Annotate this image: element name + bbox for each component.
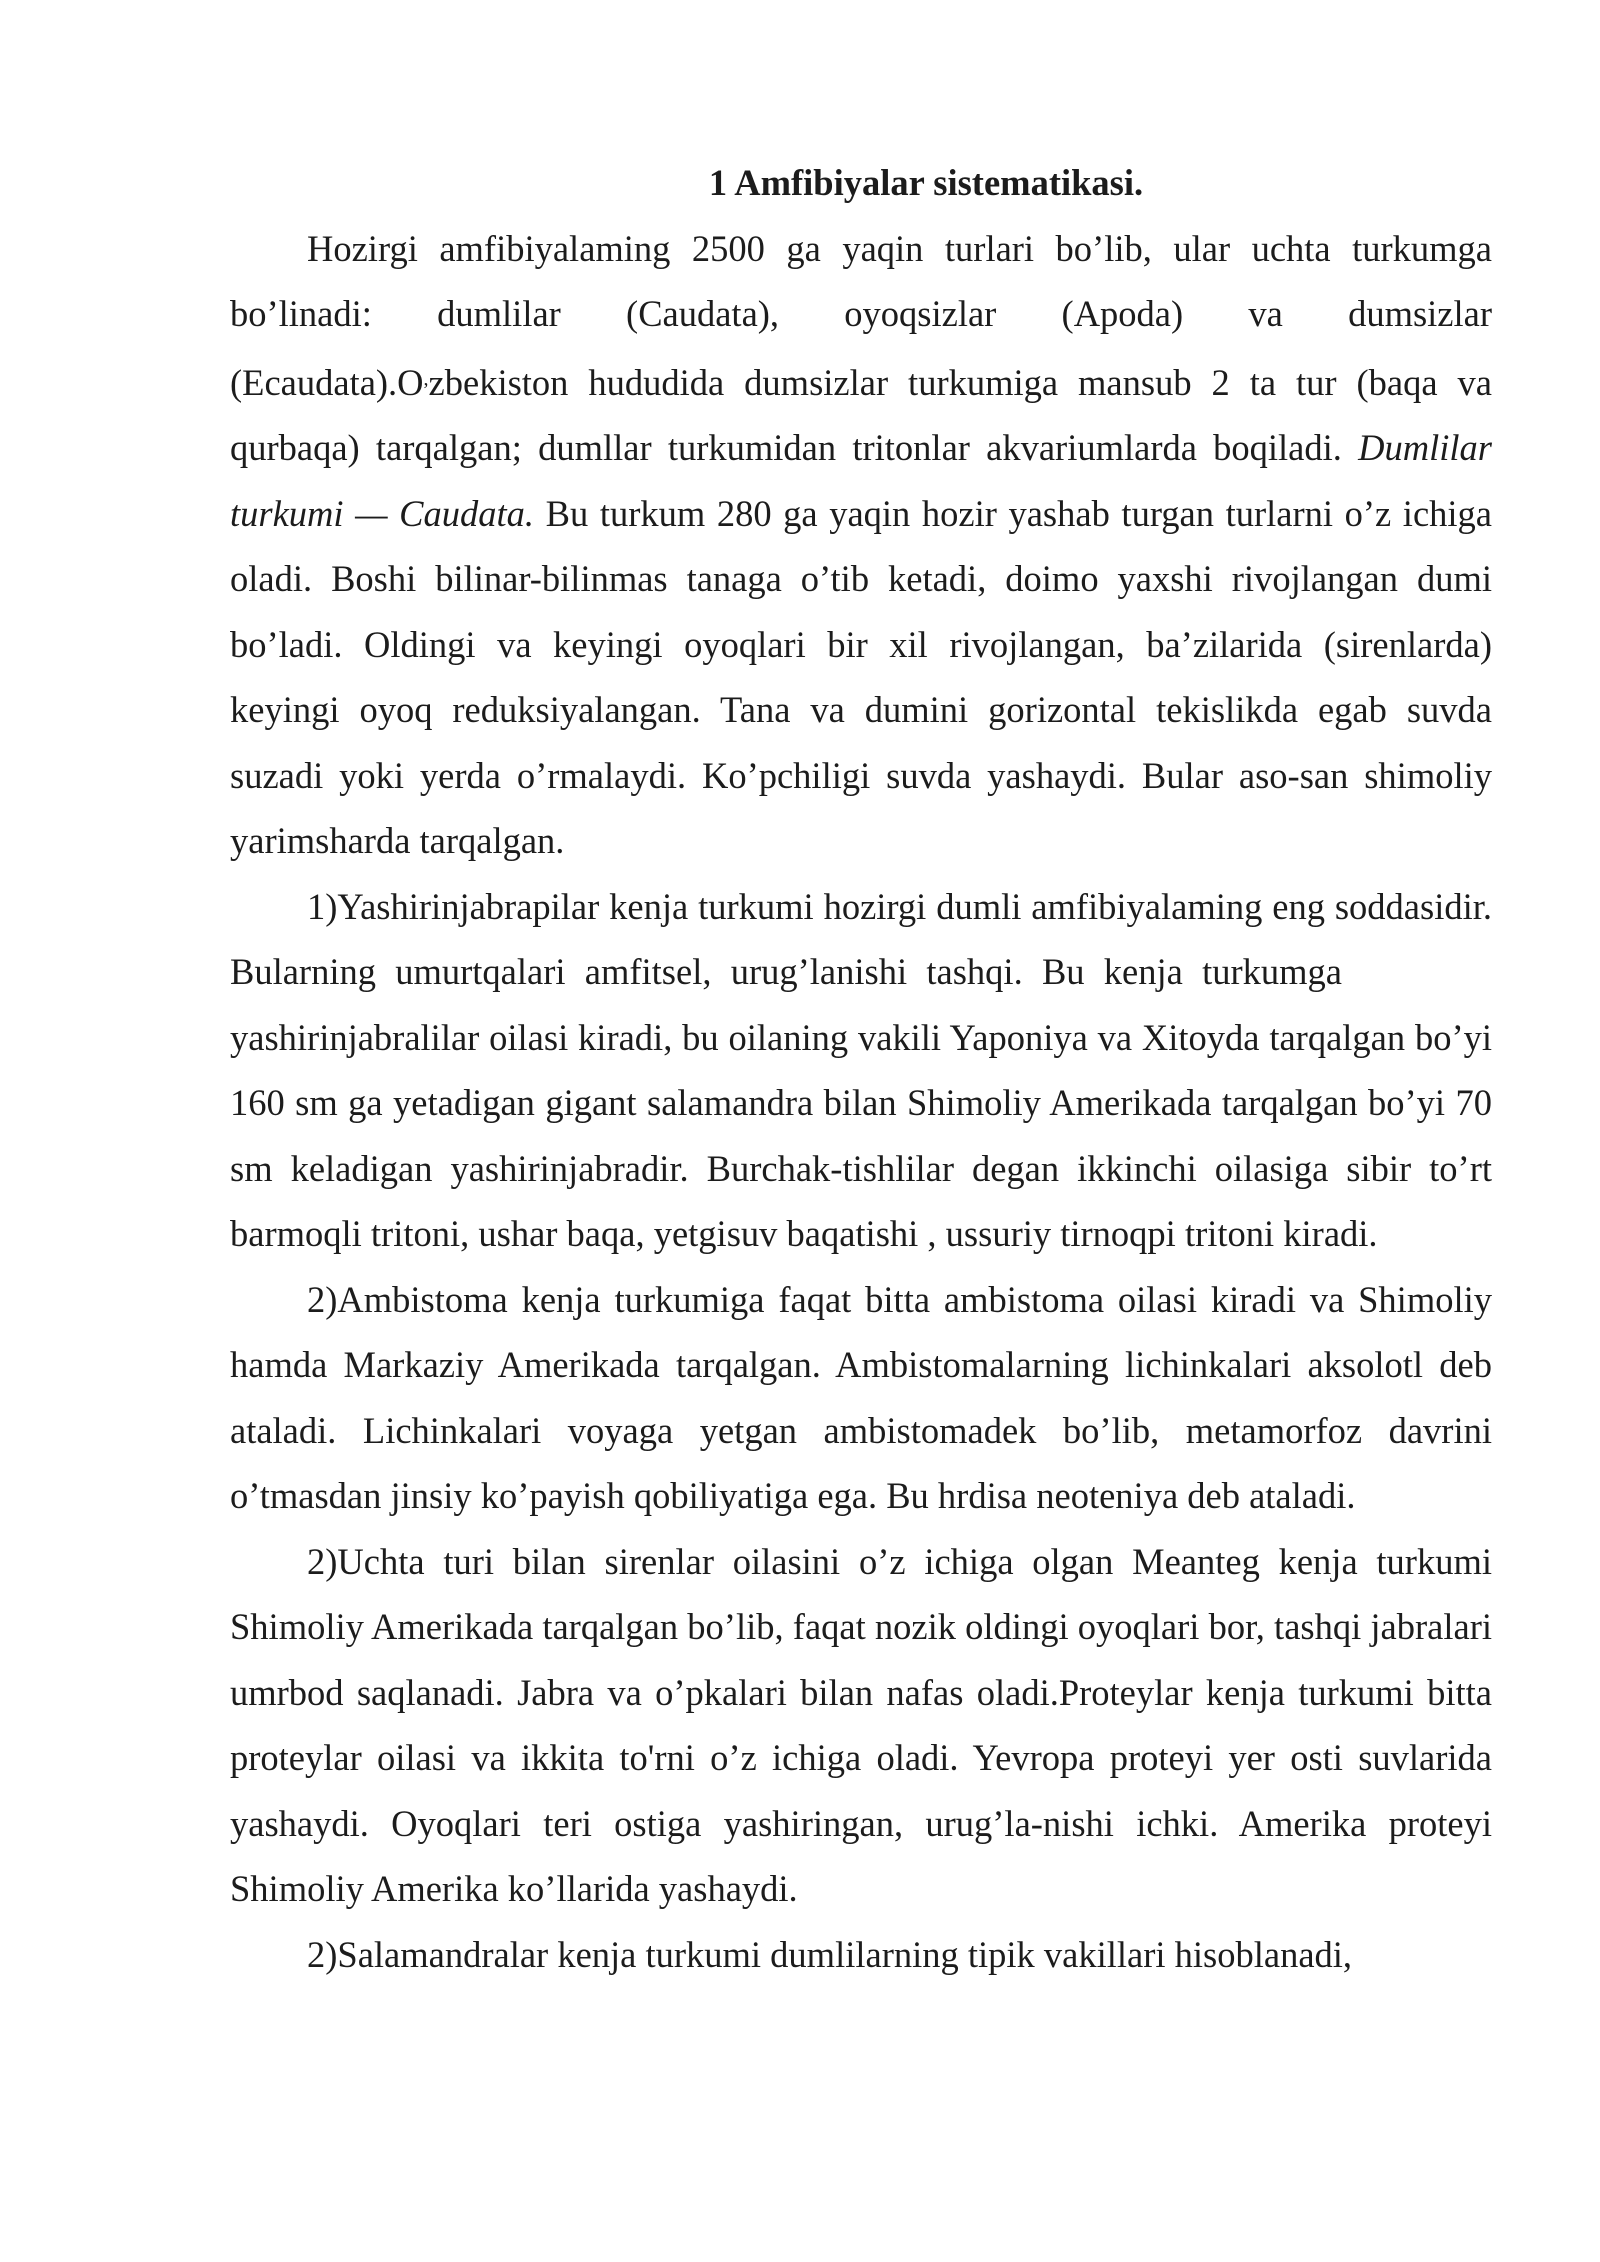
document-page (230, 150, 1492, 1987)
italic-heading: Dumlilar turkumi — Caudata. (230, 427, 1492, 534)
stray-mark: , (423, 367, 429, 390)
paragraph-text: 1)Yashirinjabrapilar kenja turkumi hozirgi dumli amfibiyalaming eng soddasidir. Bularning umurtqalari amfitsel, urug’lanishi tashqi. Bu kenja turkumga (230, 885, 1492, 992)
paragraph-text: Bu turkum 280 ga yaqin hozir yashab turgan turlarni o’z ichiga oladi. Boshi bilinar-bilinmas tanaga o’tib ketadi, doimo yaxshi rivojlangan dumi bo’ladi. Oldingi va keyingi oyoqlari bir xil rivojlangan, ba’zilarida (sirenlarda) keyingi oyoq reduksiyalangan. Tana va dumini gorizontal tekislikda egab suvda suzadi yoki yerda o’rmalaydi. Ko’pchiligi suvda yashaydi. Bular aso-san shimoliy yarimsharda tarqalgan. (230, 492, 1492, 861)
paragraph-text: zbekiston hududida dumsizlar turkumiga mansub 2 ta tur (baqa va qurbaqa) tarqalgan; dumllar turkumidan tritonlar akvariumlarda boqiladi. (230, 361, 1492, 468)
paragraph-cryptobranchoidea (230, 874, 1492, 1267)
paragraph-ambystoma: 2)Ambistoma kenja turkumiga faqat bitta ambistoma oilasi kiradi va Shimoliy hamda Markaziy Amerikada tarqalgan. Ambistomalarning lichinkalari aksolotl deb ataladi. Lichinkalari voyaga yetgan ambistomadek bo’lib, metamorfoz davrini o’tmasdan jinsiy ko’payish qobiliyatiga ega. Bu hrdisa neoteniya deb ataladi. (230, 1278, 1492, 1516)
paragraph-text: Hozirgi amfibiyalaming 2500 ga yaqin turlari bo’lib, ular uchta turkumga bo’linadi: dumlilar (Caudata), oyoqsizlar (Apoda) va dumsizlar (Ecaudata).O (230, 227, 1492, 403)
paragraph-classification (230, 216, 1492, 874)
paragraph-text: yashirinjabralilar oilasi kiradi, bu oilaning vakili Yaponiya va Xitoyda tarqalgan bo’yi 160 sm ga yetadigan gigant salamandra bilan Shimoliy Amerikada tarqalgan bo’yi 70 sm keladigan yashirinjabradir. Burchak-tishlilar degan ikkinchi oilasiga sibir to’rt barmoqli tritoni, ushar baqa, yetgisuv baqatishi , ussuriy tirnoqpi tritoni kiradi. (230, 1016, 1492, 1254)
paragraph-salamandroidea: 2)Salamandralar kenja turkumi dumlilarning tipik vakillari hisoblanadi, (307, 1933, 1353, 1975)
paragraph-meantes: 2)Uchta turi bilan sirenlar oilasini o’z ichiga olgan Meanteg kenja turkumi Shimoliy Amerikada tarqalgan bo’lib, faqat nozik oldingi oyoqlari bor, tashqi jabralari umrbod saqlanadi. Jabra va o’pkalari bilan nafas oladi.Proteylar kenja turkumi bitta proteylar oilasi va ikkita to'rni o’z ichiga oladi. Yevropa proteyi yer osti suvlarida yashaydi. Oyoqlari teri ostiga yashiringan, urug’la-nishi ichki. Amerika proteyi Shimoliy Amerika ko’llarida yashaydi. (230, 1540, 1492, 1909)
document-title: 1 Amfibiyalar sistematikasi. (708, 162, 1144, 203)
